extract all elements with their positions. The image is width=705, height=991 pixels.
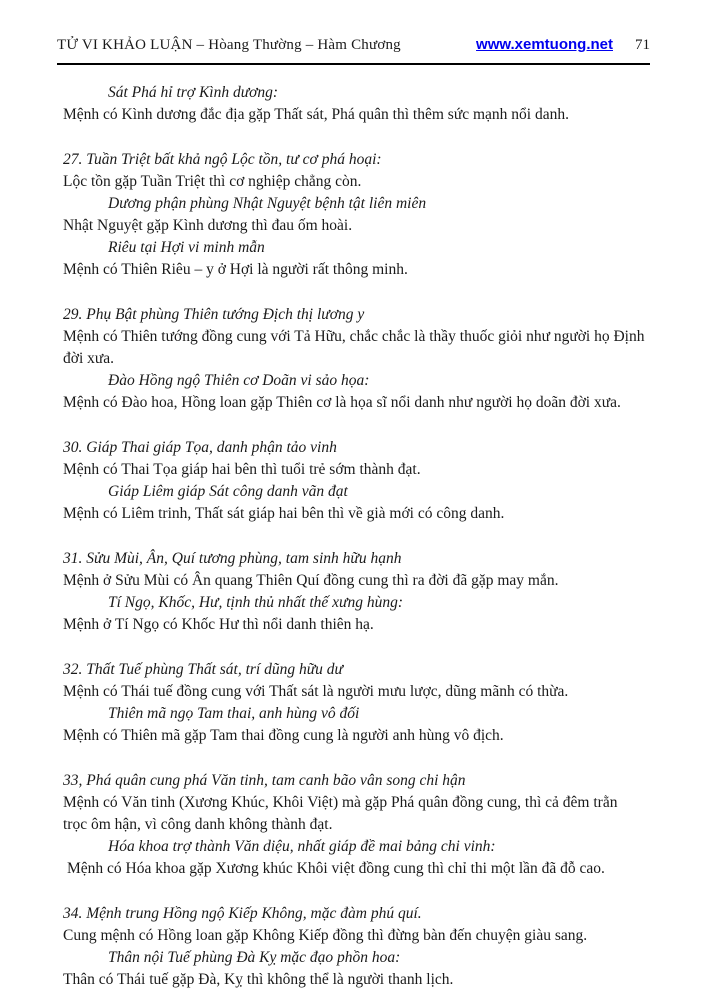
text-line: 30. Giáp Thai giáp Tọa, danh phận tảo vinh [63,439,337,456]
page-body [0,65,705,991]
text-line: Mệnh có Thiên Riêu – y ở Hợi là người rất thông minh. [63,261,408,278]
text-line: Cung mệnh có Hồng loan gặp Không Kiếp đồng thì đừng bàn đến chuyện giàu sang. [63,927,588,944]
header-title: TỬ VI KHẢO LUẬN – Hòang Thường – Hàm Chương [57,37,401,53]
text-line: Nhật Nguyệt gặp Kình dương thì đau ốm hoài. [63,217,353,234]
text-section [63,304,645,414]
text-line: Thân có Thái tuế gặp Đà, Kỵ thì không thể là người thanh lịch. [63,971,454,988]
text-line: 33, Phá quân cung phá Văn tinh, tam canh bão vân song chi hận [63,772,466,789]
page-header [0,0,705,54]
text-section [63,659,645,747]
text-section [63,149,645,281]
website-link[interactable]: www.xemtuong.net [476,36,613,53]
text-line: Hóa khoa trợ thành Văn diệu, nhất giáp đề mai bảng chi vinh: [108,838,496,855]
text-section [63,548,645,636]
text-line: Lộc tồn gặp Tuần Triệt thì cơ nghiệp chẳng còn. [63,173,362,190]
text-line: Dương phận phùng Nhật Nguyệt bệnh tật liên miên [108,195,427,212]
text-section [63,82,645,126]
text-line: Mệnh có Thái tuế đồng cung với Thất sát là người mưu lược, dũng mãnh có thừa. [63,683,569,700]
text-line: Mệnh có Hóa khoa gặp Xương khúc Khôi việt đồng cung thì chỉ thi một lần đã đỗ cao. [67,860,605,877]
text-line: 32. Thất Tuế phùng Thất sát, trí dũng hữu dư [63,661,344,678]
text-line: Riêu tại Hợi vi minh mẫn [108,239,265,256]
text-line: Mệnh có Liêm trinh, Thất sát giáp hai bên thì về già mới có công danh. [63,505,505,522]
text-line: Thiên mã ngọ Tam thai, anh hùng vô đối [108,705,360,722]
text-line: Mệnh có Đào hoa, Hồng loan gặp Thiên cơ là họa sĩ nổi danh như người họ doãn đời xưa. [63,394,621,411]
text-line: Sát Phá hỉ trợ Kình dương: [108,84,279,101]
text-line: Mệnh có Kình dương đắc địa gặp Thất sát, Phá quân thì thêm sức mạnh nổi danh. [63,106,569,123]
text-section [63,770,645,880]
text-line: Giáp Liêm giáp Sát công danh vãn đạt [108,483,348,500]
header-right-group [476,36,650,54]
text-section [63,903,645,991]
page-number: 71 [635,37,650,53]
text-line: Đào Hồng ngộ Thiên cơ Doãn vi sảo họa: [108,372,370,389]
text-line: 31. Sửu Mùi, Ân, Quí tương phùng, tam sinh hữu hạnh [63,550,402,567]
text-line: Mệnh có Thai Tọa giáp hai bên thì tuổi trẻ sớm thành đạt. [63,461,421,478]
text-section [63,437,645,525]
text-line: 29. Phụ Bật phùng Thiên tướng Địch thị lương y [63,306,365,323]
text-line: Tí Ngọ, Khốc, Hư, tịnh thủ nhất thế xưng hùng: [108,594,404,611]
text-line: Mệnh có Văn tinh (Xương Khúc, Khôi Việt) mà gặp Phá quân đồng cung, thì cả đêm trằn trọc ôm hận, vì công danh không thành đạt. [63,794,618,833]
text-line: Mệnh có Thiên mã gặp Tam thai đồng cung là người anh hùng vô địch. [63,727,504,744]
text-line: 27. Tuần Triệt bất khả ngộ Lộc tồn, tư cơ phá hoại: [63,151,382,168]
text-line: Mệnh có Thiên tướng đồng cung với Tả Hữu, chắc chắc là thầy thuốc giỏi như người họ Định đời xưa. [63,328,645,367]
text-line: 34. Mệnh trung Hồng ngộ Kiếp Không, mặc đàm phú quí. [63,905,422,922]
text-line: Mệnh ở Sửu Mùi có Ân quang Thiên Quí đồng cung thì ra đời đã gặp may mắn. [63,572,559,589]
text-line: Mệnh ở Tí Ngọ có Khốc Hư thì nổi danh thiên hạ. [63,616,374,633]
text-line: Thân nội Tuế phùng Đà Kỵ mặc đạo phồn hoa: [108,949,401,966]
